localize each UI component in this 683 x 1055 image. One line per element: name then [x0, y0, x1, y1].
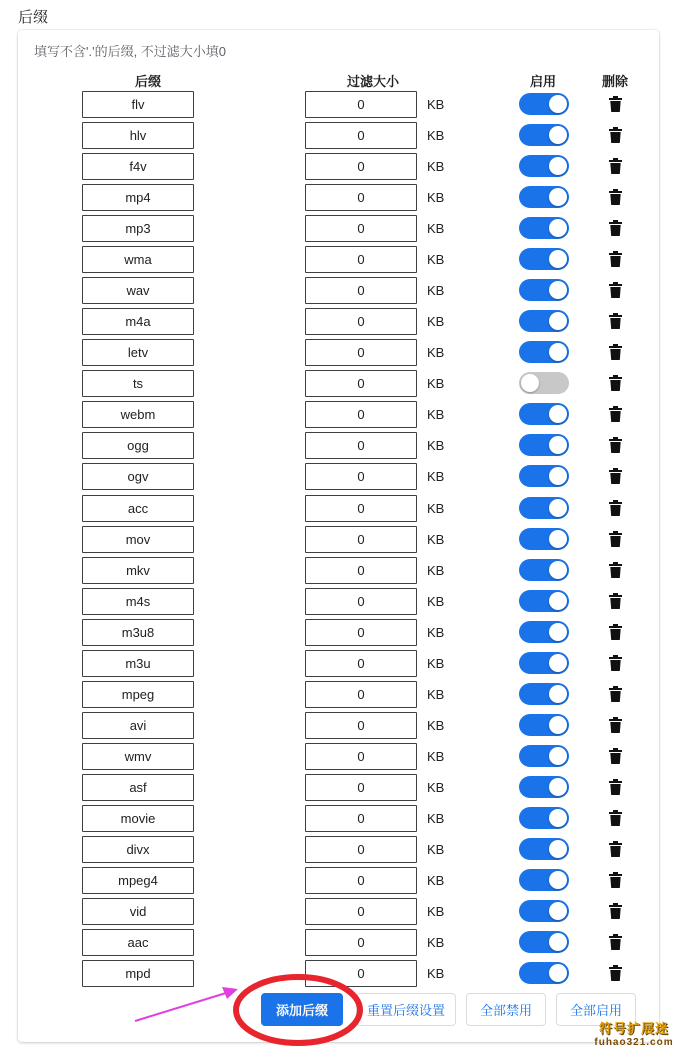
watermark-url: fuhao321.com: [594, 1037, 674, 1048]
suffix-input[interactable]: [82, 308, 194, 335]
toggle-knob: [549, 405, 567, 423]
suffix-row: [18, 184, 659, 211]
size-unit-label: KB: [427, 531, 445, 547]
enable-toggle[interactable]: [519, 217, 569, 239]
suffix-row: [18, 277, 659, 304]
filter-size-input[interactable]: [305, 619, 417, 646]
filter-size-input[interactable]: [305, 215, 417, 242]
size-unit-label: KB: [427, 562, 445, 578]
suffix-input[interactable]: [82, 432, 194, 459]
hint-text: 填写不含'.'的后缀, 不过滤大小填0: [34, 44, 227, 59]
toggle-knob: [549, 685, 567, 703]
enable-toggle[interactable]: [519, 155, 569, 177]
enable-toggle[interactable]: [519, 559, 569, 581]
size-unit-label: KB: [427, 500, 445, 516]
size-unit-label: KB: [427, 190, 445, 206]
suffix-input[interactable]: [82, 463, 194, 490]
suffix-input[interactable]: [82, 774, 194, 801]
size-unit-label: KB: [427, 686, 445, 702]
toggle-knob: [549, 436, 567, 454]
filter-size-input[interactable]: [305, 308, 417, 335]
suffix-row: [18, 929, 659, 956]
size-unit-label: KB: [427, 810, 445, 826]
size-unit-label: KB: [427, 376, 445, 392]
toggle-knob: [549, 778, 567, 796]
toggle-knob: [549, 530, 567, 548]
toggle-knob: [549, 623, 567, 641]
suffix-input[interactable]: [82, 246, 194, 273]
size-unit-label: KB: [427, 655, 445, 671]
suffix-row: [18, 339, 659, 366]
size-unit-label: KB: [427, 624, 445, 640]
suffix-input[interactable]: [82, 339, 194, 366]
size-unit-label: KB: [427, 159, 445, 175]
size-unit-label: KB: [427, 221, 445, 237]
filter-size-input[interactable]: [305, 526, 417, 553]
suffix-row: [18, 836, 659, 863]
trash-icon[interactable]: [609, 282, 622, 298]
toggle-knob: [549, 747, 567, 765]
enable-toggle[interactable]: [519, 652, 569, 674]
enable-toggle[interactable]: [519, 93, 569, 115]
filter-size-input[interactable]: [305, 743, 417, 770]
toggle-knob: [549, 312, 567, 330]
trash-icon[interactable]: [609, 934, 622, 950]
suffix-input[interactable]: [82, 526, 194, 553]
enable-toggle[interactable]: [519, 900, 569, 922]
disable-all-button[interactable]: 全部禁用: [466, 993, 546, 1026]
suffix-row: [18, 401, 659, 428]
enable-toggle[interactable]: [519, 497, 569, 519]
trash-icon[interactable]: [609, 375, 622, 391]
suffix-input[interactable]: [82, 91, 194, 118]
enable-toggle[interactable]: [519, 683, 569, 705]
filter-size-input[interactable]: [305, 557, 417, 584]
suffix-input[interactable]: [82, 712, 194, 739]
toggle-knob: [549, 157, 567, 175]
filter-size-input[interactable]: [305, 774, 417, 801]
column-header-enable: 启用: [529, 74, 556, 89]
trash-icon[interactable]: [609, 593, 622, 609]
toggle-knob: [549, 250, 567, 268]
enable-all-button[interactable]: 全部启用: [556, 993, 636, 1026]
suffix-input[interactable]: [82, 495, 194, 522]
enable-toggle[interactable]: [519, 776, 569, 798]
filter-size-input[interactable]: [305, 153, 417, 180]
trash-icon[interactable]: [609, 406, 622, 422]
toggle-knob: [549, 499, 567, 517]
column-header-delete: 删除: [601, 74, 628, 89]
trash-icon[interactable]: [609, 717, 622, 733]
size-unit-label: KB: [427, 252, 445, 268]
size-unit-label: KB: [427, 593, 445, 609]
section-title: 后缀: [18, 9, 49, 26]
enable-toggle[interactable]: [519, 124, 569, 146]
toggle-knob: [549, 343, 567, 361]
enable-toggle[interactable]: [519, 931, 569, 953]
suffix-row: [18, 867, 659, 894]
suffix-settings-card: [18, 30, 659, 1042]
trash-icon[interactable]: [609, 810, 622, 826]
suffix-row: [18, 370, 659, 397]
enable-toggle[interactable]: [519, 341, 569, 363]
size-unit-label: KB: [427, 128, 445, 144]
suffix-input[interactable]: [82, 619, 194, 646]
suffix-row: [18, 712, 659, 739]
trash-icon[interactable]: [609, 437, 622, 453]
suffix-input[interactable]: [82, 867, 194, 894]
enable-toggle[interactable]: [519, 434, 569, 456]
enable-toggle[interactable]: [519, 403, 569, 425]
toggle-knob: [549, 281, 567, 299]
toggle-knob: [549, 188, 567, 206]
suffix-input[interactable]: [82, 184, 194, 211]
suffix-input[interactable]: [82, 401, 194, 428]
suffix-row: [18, 91, 659, 118]
toggle-knob: [549, 933, 567, 951]
size-unit-label: KB: [427, 97, 445, 112]
toggle-knob: [549, 654, 567, 672]
suffix-row: [18, 308, 659, 335]
watermark: [588, 1018, 680, 1048]
toggle-knob: [549, 561, 567, 579]
size-unit-label: KB: [427, 438, 445, 454]
trash-icon[interactable]: [609, 841, 622, 857]
toggle-knob: [549, 716, 567, 734]
watermark-title: 符号扩展迷: [598, 1021, 669, 1036]
filter-size-input[interactable]: [305, 370, 417, 397]
size-unit-label: KB: [427, 469, 445, 485]
size-unit-label: KB: [427, 314, 445, 330]
toggle-knob: [549, 95, 567, 113]
filter-size-input[interactable]: [305, 805, 417, 832]
toggle-knob: [549, 871, 567, 889]
trash-icon[interactable]: [609, 313, 622, 329]
size-unit-label: KB: [427, 779, 445, 795]
suffix-input[interactable]: [82, 960, 194, 987]
trash-icon[interactable]: [609, 96, 622, 112]
suffix-row: [18, 681, 659, 708]
toggle-knob: [549, 467, 567, 485]
filter-size-input[interactable]: [305, 91, 417, 118]
add-suffix-button[interactable]: 添加后缀: [261, 993, 343, 1026]
enable-toggle[interactable]: [519, 590, 569, 612]
size-unit-label: KB: [427, 748, 445, 764]
suffix-row: [18, 463, 659, 490]
suffix-input[interactable]: [82, 650, 194, 677]
enable-toggle[interactable]: [519, 186, 569, 208]
enable-toggle[interactable]: [519, 714, 569, 736]
trash-icon[interactable]: [609, 531, 622, 547]
size-unit-label: KB: [427, 841, 445, 857]
size-unit-label: KB: [427, 283, 445, 299]
suffix-input[interactable]: [82, 153, 194, 180]
column-header-filter-size: 过滤大小: [346, 74, 399, 89]
toggle-knob: [549, 126, 567, 144]
trash-icon[interactable]: [609, 872, 622, 888]
enable-toggle[interactable]: [519, 745, 569, 767]
trash-icon[interactable]: [609, 655, 622, 671]
filter-size-input[interactable]: [305, 867, 417, 894]
size-unit-label: KB: [427, 904, 445, 920]
suffix-input[interactable]: [82, 588, 194, 615]
size-unit-label: KB: [427, 966, 445, 982]
suffix-input[interactable]: [82, 370, 194, 397]
size-unit-label: KB: [427, 407, 445, 423]
trash-icon[interactable]: [609, 965, 622, 981]
filter-size-input[interactable]: [305, 960, 417, 987]
suffix-row: [18, 805, 659, 832]
suffix-row: [18, 898, 659, 925]
enable-toggle[interactable]: [519, 310, 569, 332]
trash-icon[interactable]: [609, 779, 622, 795]
filter-size-input[interactable]: [305, 277, 417, 304]
filter-size-input[interactable]: [305, 339, 417, 366]
suffix-input[interactable]: [82, 277, 194, 304]
filter-size-input[interactable]: [305, 122, 417, 149]
trash-icon[interactable]: [609, 158, 622, 174]
enable-toggle[interactable]: [519, 621, 569, 643]
filter-size-input[interactable]: [305, 246, 417, 273]
suffix-row: [18, 432, 659, 459]
suffix-row: [18, 526, 659, 553]
toggle-knob: [549, 840, 567, 858]
suffix-row: [18, 153, 659, 180]
trash-icon[interactable]: [609, 686, 622, 702]
suffix-input[interactable]: [82, 898, 194, 925]
filter-size-input[interactable]: [305, 650, 417, 677]
filter-size-input[interactable]: [305, 463, 417, 490]
suffix-row: [18, 960, 659, 987]
trash-icon[interactable]: [609, 468, 622, 484]
filter-size-input[interactable]: [305, 898, 417, 925]
column-header-extension: 后缀: [134, 74, 161, 89]
size-unit-label: KB: [427, 717, 445, 733]
suffix-input[interactable]: [82, 122, 194, 149]
toggle-knob: [549, 902, 567, 920]
trash-icon[interactable]: [609, 624, 622, 640]
suffix-row: [18, 743, 659, 770]
filter-size-input[interactable]: [305, 836, 417, 863]
enable-toggle[interactable]: [519, 838, 569, 860]
suffix-input[interactable]: [82, 215, 194, 242]
trash-icon[interactable]: [609, 220, 622, 236]
enable-toggle[interactable]: [519, 807, 569, 829]
suffix-input[interactable]: [82, 836, 194, 863]
suffix-input[interactable]: [82, 743, 194, 770]
enable-toggle[interactable]: [519, 372, 569, 394]
filter-size-input[interactable]: [305, 432, 417, 459]
reset-suffix-settings-button[interactable]: 重置后缀设置: [356, 993, 456, 1026]
suffix-row: [18, 215, 659, 242]
filter-size-input[interactable]: [305, 401, 417, 428]
enable-toggle[interactable]: [519, 528, 569, 550]
trash-icon[interactable]: [609, 127, 622, 143]
filter-size-input[interactable]: [305, 681, 417, 708]
toggle-knob: [549, 964, 567, 982]
toggle-knob: [549, 592, 567, 610]
suffix-row: [18, 495, 659, 522]
suffix-input[interactable]: [82, 557, 194, 584]
filter-size-input[interactable]: [305, 495, 417, 522]
enable-toggle[interactable]: [519, 248, 569, 270]
enable-toggle[interactable]: [519, 465, 569, 487]
trash-icon[interactable]: [609, 500, 622, 516]
trash-icon[interactable]: [609, 251, 622, 267]
enable-toggle[interactable]: [519, 869, 569, 891]
size-unit-label: KB: [427, 935, 445, 951]
toggle-knob: [521, 374, 539, 392]
suffix-row: [18, 122, 659, 149]
suffix-input[interactable]: [82, 681, 194, 708]
suffix-row: [18, 619, 659, 646]
suffix-row: [18, 650, 659, 677]
enable-toggle[interactable]: [519, 962, 569, 984]
suffix-row: [18, 588, 659, 615]
suffix-input[interactable]: [82, 805, 194, 832]
filter-size-input[interactable]: [305, 712, 417, 739]
filter-size-input[interactable]: [305, 929, 417, 956]
suffix-row: [18, 246, 659, 273]
filter-size-input[interactable]: [305, 184, 417, 211]
suffix-input[interactable]: [82, 929, 194, 956]
suffix-row: [18, 774, 659, 801]
trash-icon[interactable]: [609, 903, 622, 919]
size-unit-label: KB: [427, 345, 445, 361]
trash-icon[interactable]: [609, 748, 622, 764]
size-unit-label: KB: [427, 873, 445, 888]
suffix-row: [18, 557, 659, 584]
toggle-knob: [549, 809, 567, 827]
toggle-knob: [549, 219, 567, 237]
enable-toggle[interactable]: [519, 279, 569, 301]
filter-size-input[interactable]: [305, 588, 417, 615]
trash-icon[interactable]: [609, 344, 622, 360]
trash-icon[interactable]: [609, 189, 622, 205]
trash-icon[interactable]: [609, 562, 622, 578]
